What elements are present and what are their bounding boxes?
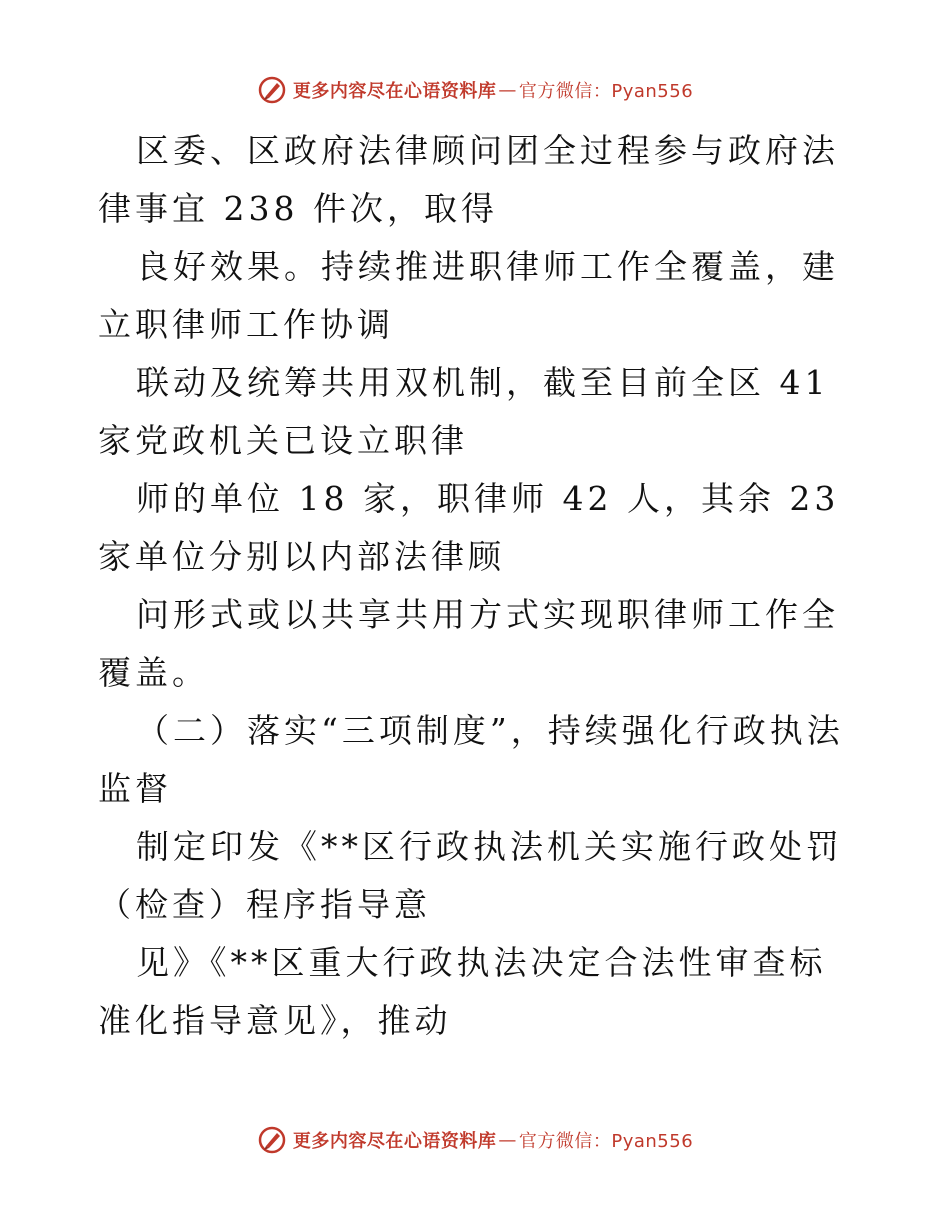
- watermark-footer: [0, 1122, 950, 1158]
- paragraph: 区委、区政府法律顾问团全过程参与政府法律事宜 238 件次，取得: [98, 131, 839, 228]
- watermark-brand: 更多内容尽在心语资料库: [292, 1131, 497, 1152]
- paragraph: 制定印发《**区行政执法机关实施行政处罚（检查）程序指导意: [98, 827, 843, 924]
- watermark-wechat: 官方微信：Pyan556: [518, 1131, 694, 1152]
- paragraph: 见》《**区重大行政执法决定合法性审查标准化指导意见》，推动: [98, 943, 827, 1040]
- watermark-header: [0, 72, 950, 108]
- paragraph: 师的单位 18 家，职律师 42 人，其余 23 家单位分别以内部法律顾: [98, 479, 840, 576]
- paragraph: 联动及统筹共用双机制，截至目前全区 41 家党政机关已设立职律: [98, 363, 830, 460]
- section-heading: （二）落实“三项制度”，持续强化行政执法监督: [98, 711, 844, 808]
- watermark-dash: —: [498, 1129, 517, 1151]
- watermark-dash: —: [498, 79, 517, 101]
- paragraph: 良好效果。持续推进职律师工作全覆盖，建立职律师工作协调: [98, 247, 839, 344]
- pen-logo-icon: [257, 75, 287, 105]
- document-body: [98, 122, 858, 1050]
- watermark-wechat: 官方微信：Pyan556: [518, 81, 694, 102]
- pen-logo-icon: [257, 1125, 287, 1155]
- watermark-brand: 更多内容尽在心语资料库: [292, 81, 497, 102]
- paragraph: 问形式或以共享共用方式实现职律师工作全覆盖。: [98, 595, 839, 692]
